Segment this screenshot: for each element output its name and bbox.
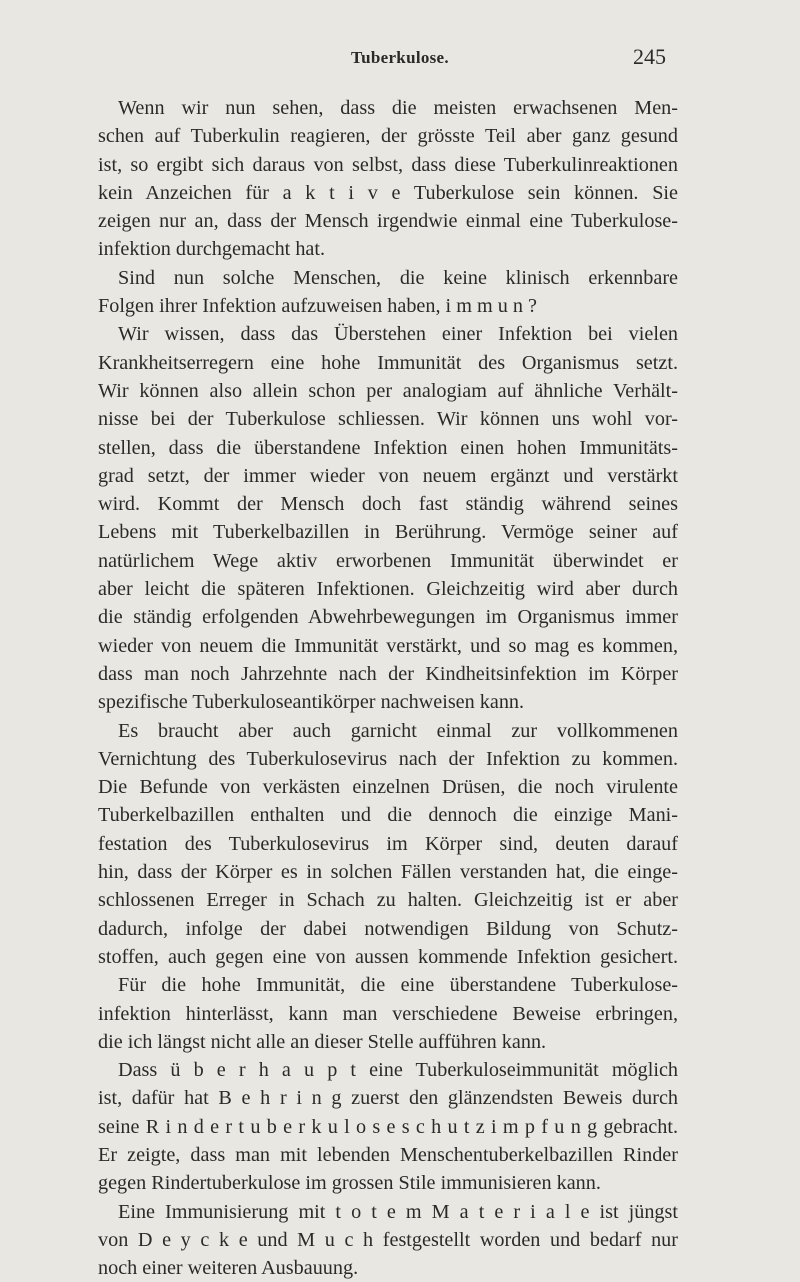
text-line: stellen, dass die überstandene Infektion einen hohen Immunitäts- <box>98 436 678 459</box>
text-line: spezifische Tuberkuloseantikörper nachweisen kann. <box>98 691 525 714</box>
text-line: wird. Kommt der Mensch doch fast ständig während seines <box>98 493 678 516</box>
text-line: Vernichtung des Tuberkulosevirus nach der Infektion zu kommen. <box>98 747 678 770</box>
text-line: natürlichem Wege aktiv erworbenen Immunität überwindet er <box>98 549 678 572</box>
text-line: grad setzt, der immer wieder von neuem ergänzt und verstärkt <box>98 464 678 487</box>
text-line: infektion hinterlässt, kann man verschiedene Beweise erbringen, <box>98 1002 678 1025</box>
text-line: Tuberkelbazillen enthalten und die dennoch die einzige Mani- <box>98 804 678 827</box>
text-line: aber leicht die späteren Infektionen. Gleichzeitig wird aber durch <box>98 578 678 601</box>
text-line: Wenn wir nun sehen, dass die meisten erwachsenen Men- <box>118 97 678 119</box>
text-line: Folgen ihrer Infektion aufzuweisen haben, i m m u n ? <box>98 295 537 318</box>
text-line: nisse bei der Tuberkulose schliessen. Wir können uns wohl vor- <box>98 408 678 431</box>
page-header <box>0 44 800 74</box>
text-line: Krankheitserregern eine hohe Immunität des Organismus setzt. <box>98 351 678 374</box>
text-line: festation des Tuberkulosevirus im Körper sind, deuten darauf <box>98 832 678 855</box>
text-line: Eine Immunisierung mit t o t e m M a t e r i a l e ist jüngst <box>118 1200 678 1223</box>
text-line: stoffen, auch gegen eine von aussen kommende Infektion gesichert. <box>98 945 678 968</box>
text-line: Er zeigte, dass man mit lebenden Menschentuberkelbazillen Rinder <box>98 1143 678 1166</box>
text-line: noch einer weiteren Ausbauung. <box>98 1257 359 1280</box>
text-line: Dass ü b e r h a u p t eine Tuberkuloseimmunität möglich <box>118 1059 678 1082</box>
text-line: hin, dass der Körper es in solchen Fällen verstanden hat, die einge- <box>98 861 678 884</box>
text-line: infektion durchgemacht hat. <box>98 238 326 261</box>
text-line: seine R i n d e r t u b e r k u l o s e s c h u t z i m p f u n g gebracht. <box>98 1115 678 1138</box>
page-number: 245 <box>633 44 666 69</box>
text-line: wieder von neuem die Immunität verstärkt, und so mag es kommen, <box>98 634 678 657</box>
text-line: kein Anzeichen für a k t i v e Tuberkulose sein können. Sie <box>98 181 678 204</box>
text-line: Sind nun solche Menschen, die keine klinisch erkennbare <box>118 266 678 289</box>
text-line: dadurch, infolge der dabei notwendigen Bildung von Schutz- <box>98 917 678 940</box>
text-line: Lebens mit Tuberkelbazillen in Berührung. Vermöge seiner auf <box>98 521 678 544</box>
text-line: Die Befunde von verkästen einzelnen Drüsen, die noch virulente <box>98 776 678 799</box>
text-line: ist, so ergibt sich daraus von selbst, dass diese Tuberkulinreaktionen <box>98 153 678 176</box>
text-line: die ständig erfolgenden Abwehrbewegungen im Organismus immer <box>98 606 678 629</box>
text-line: Wir können also allein schon per analogiam auf ähnliche Verhält- <box>98 379 678 402</box>
text-line: Für die hohe Immunität, die eine überstandene Tuberkulose- <box>118 974 678 997</box>
text-line: Es braucht aber auch garnicht einmal zur vollkommenen <box>118 719 678 742</box>
text-line: von D e y c k e und M u c h festgestellt worden und bedarf nur <box>98 1228 678 1251</box>
text-line: schlossenen Erreger in Schach zu halten. Gleichzeitig ist er aber <box>98 889 678 912</box>
text-line: gegen Rindertuberkulose im grossen Stile immunisieren kann. <box>98 1172 601 1195</box>
running-title: Tuberkulose. <box>351 48 449 67</box>
text-line: Wir wissen, dass das Überstehen einer Infektion bei vielen <box>118 323 678 346</box>
text-line: zeigen nur an, dass der Mensch irgendwie einmal eine Tuberkulose- <box>98 210 678 233</box>
text-line: dass man noch Jahrzehnte nach der Kindheitsinfektion im Körper <box>98 662 678 685</box>
body-text <box>98 94 678 1282</box>
text-line: schen auf Tuberkulin reagieren, der grösste Teil aber ganz gesund <box>98 125 678 148</box>
text-line: die ich längst nicht alle an dieser Stelle aufführen kann. <box>98 1030 547 1053</box>
text-line: ist, dafür hat B e h r i n g zuerst den glänzendsten Beweis durch <box>98 1087 678 1110</box>
